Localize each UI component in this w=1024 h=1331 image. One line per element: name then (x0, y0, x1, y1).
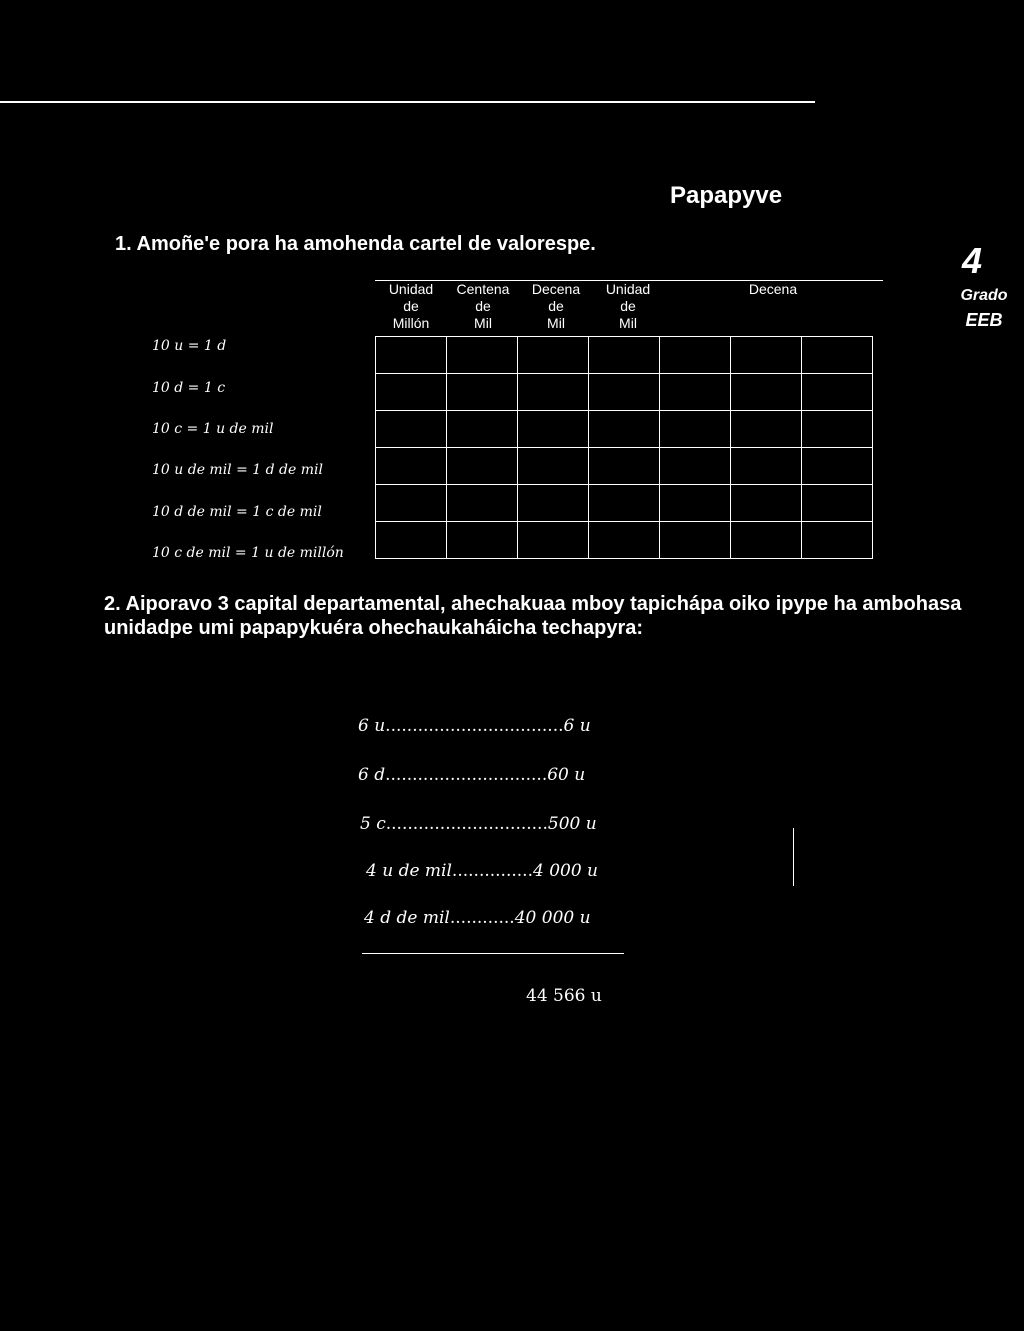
exercise1-prompt: 1. Amoñe'e pora ha amohenda cartel de valorespe. (115, 233, 596, 255)
sum-line-2: 6 d..............................60 u (358, 765, 586, 785)
grade-number: 4 (962, 240, 983, 281)
equivalence-6: 10 c de mil = 1 u de millón (152, 545, 344, 561)
table-header-unidad-millon: Unidad de Millón (388, 281, 434, 331)
place-value-table (375, 336, 873, 559)
sum-line-5: 4 d de mil............40 000 u (364, 908, 591, 928)
table-header-centena-mil: Centena de Mil (456, 281, 510, 331)
equivalence-4: 10 u de mil = 1 d de mil (152, 462, 323, 478)
equivalence-3: 10 c = 1 u de mil (152, 421, 274, 437)
table-row (376, 411, 873, 448)
page-title: Papapyve (670, 182, 783, 209)
table-header-unidad-mil: Unidad de Mil (605, 281, 651, 331)
table-row (376, 337, 873, 374)
equivalence-5: 10 d de mil = 1 c de mil (152, 504, 322, 520)
table-row (376, 374, 873, 411)
grade-label: Grado (960, 287, 1008, 304)
top-rule (0, 101, 815, 103)
equivalence-2: 10 d = 1 c (152, 380, 226, 396)
sum-line-3: 5 c..............................500 u (360, 814, 597, 834)
sum-line-4: 4 u de mil...............4 000 u (366, 861, 599, 881)
equivalence-1: 10 u = 1 d (152, 338, 227, 354)
grade-level: EEB (965, 310, 1003, 330)
table-row (376, 485, 873, 522)
table-row (376, 522, 873, 559)
exercise2-prompt: 2. Aiporavo 3 capital departamental, ahechakuaa mboy tapichápa oiko ipype ha ambohasa unidadpe umi papapykuéra ohechaukaháicha techapyra: (104, 593, 962, 639)
sum-line-1: 6 u.................................6 u (358, 716, 591, 736)
sum-rule (362, 953, 624, 954)
table-header-decena-mil: Decena de Mil (531, 281, 581, 331)
table-row (376, 448, 873, 485)
margin-line (793, 828, 794, 886)
table-header-decena: Decena (748, 281, 798, 297)
sum-total: 44 566 u (526, 986, 602, 1006)
